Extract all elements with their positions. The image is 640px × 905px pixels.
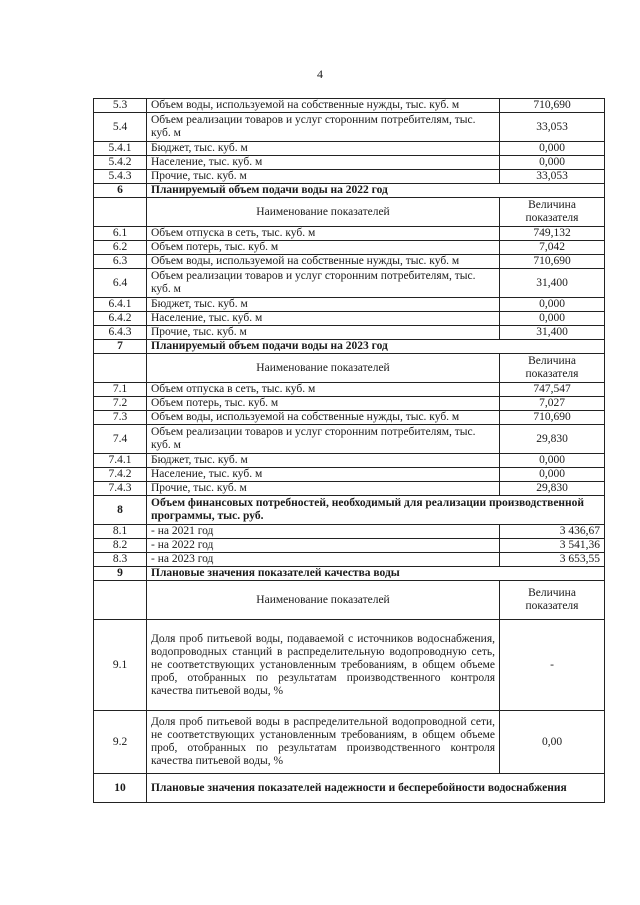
column-header-value: Величина показателя [500, 581, 605, 620]
indicator-name: Объем реализации товаров и услуг сторонним потребителям, тыс. куб. м [147, 269, 500, 298]
indicator-name: Бюджет, тыс. куб. м [147, 454, 500, 468]
indicator-value: 3 653,55 [500, 553, 605, 567]
table-row [94, 269, 605, 298]
indicator-name: Прочие, тыс. куб. м [147, 170, 500, 184]
empty-cell [94, 354, 147, 383]
row-number: 6.3 [94, 255, 147, 269]
table-row [94, 711, 605, 774]
indicator-name: Прочие, тыс. куб. м [147, 482, 500, 496]
row-number: 9.1 [94, 620, 147, 711]
indicator-name: Объем воды, используемой на собственные нужды, тыс. куб. м [147, 99, 500, 113]
section-title: Объем финансовых потребностей, необходимый для реализации производственной программы, тыс. руб. [147, 496, 605, 525]
section-number: 9 [94, 567, 147, 581]
section-heading-row [94, 184, 605, 198]
section-heading-row [94, 496, 605, 525]
column-header-row [94, 198, 605, 227]
indicator-name: Объем реализации товаров и услуг сторонним потребителям, тыс. куб. м [147, 425, 500, 454]
table-row [94, 170, 605, 184]
row-number: 6.4 [94, 269, 147, 298]
indicator-name: Объем потерь, тыс. куб. м [147, 241, 500, 255]
indicator-value: 3 541,36 [500, 539, 605, 553]
table-row [94, 454, 605, 468]
row-number: 7.1 [94, 383, 147, 397]
page-number: 4 [317, 67, 323, 81]
table-row [94, 99, 605, 113]
row-number: 6.4.1 [94, 298, 147, 312]
table-row [94, 397, 605, 411]
row-number: 7.4.1 [94, 454, 147, 468]
indicator-value: 710,690 [500, 255, 605, 269]
row-number: 7.2 [94, 397, 147, 411]
indicator-name: - на 2023 год [147, 553, 500, 567]
section-title: Плановые значения показателей качества воды [147, 567, 605, 581]
row-number: 8.3 [94, 553, 147, 567]
row-number: 6.4.2 [94, 312, 147, 326]
column-header-row [94, 354, 605, 383]
row-number: 8.1 [94, 525, 147, 539]
row-number: 6.4.3 [94, 326, 147, 340]
table-row [94, 425, 605, 454]
table-row [94, 312, 605, 326]
indicator-value: 7,027 [500, 397, 605, 411]
indicator-value: 31,400 [500, 326, 605, 340]
indicator-name: Объем воды, используемой на собственные нужды, тыс. куб. м [147, 255, 500, 269]
table-row [94, 482, 605, 496]
section-heading-row [94, 340, 605, 354]
indicator-name: Прочие, тыс. куб. м [147, 326, 500, 340]
indicator-value: 33,053 [500, 170, 605, 184]
section-number: 8 [94, 496, 147, 525]
row-number: 8.2 [94, 539, 147, 553]
indicator-name: Население, тыс. куб. м [147, 156, 500, 170]
row-number: 5.4.3 [94, 170, 147, 184]
indicators-table [93, 98, 605, 803]
indicator-value: 0,00 [500, 711, 605, 774]
table-row [94, 525, 605, 539]
indicator-value: 3 436,67 [500, 525, 605, 539]
indicator-name: Объем отпуска в сеть, тыс. куб. м [147, 227, 500, 241]
row-number: 7.4.2 [94, 468, 147, 482]
section-number: 10 [94, 774, 147, 803]
indicators-table-body [94, 99, 605, 803]
indicator-value: 0,000 [500, 468, 605, 482]
row-number: 5.4 [94, 113, 147, 142]
indicator-name: Бюджет, тыс. куб. м [147, 298, 500, 312]
row-number: 6.1 [94, 227, 147, 241]
indicator-name: Бюджет, тыс. куб. м [147, 142, 500, 156]
indicator-value: 31,400 [500, 269, 605, 298]
column-header-value: Величина показателя [500, 354, 605, 383]
section-title: Планируемый объем подачи воды на 2022 год [147, 184, 605, 198]
row-number: 5.3 [94, 99, 147, 113]
table-row [94, 298, 605, 312]
table-row [94, 539, 605, 553]
indicator-name: Доля проб питьевой воды в распределительной водопроводной сети, не соответствующих установленным требованиям, в общем объеме проб, отобранных по результатам производственного контроля качества питьевой воды, % [147, 711, 500, 774]
column-header-name: Наименование показателей [147, 198, 500, 227]
table-row [94, 227, 605, 241]
table-row [94, 620, 605, 711]
column-header-row [94, 581, 605, 620]
indicator-name: - на 2022 год [147, 539, 500, 553]
empty-cell [94, 198, 147, 227]
indicator-value: 0,000 [500, 312, 605, 326]
table-row [94, 383, 605, 397]
table-row [94, 326, 605, 340]
row-number: 6.2 [94, 241, 147, 255]
section-title: Планируемый объем подачи воды на 2023 год [147, 340, 605, 354]
indicator-name: Население, тыс. куб. м [147, 468, 500, 482]
table-row [94, 468, 605, 482]
indicator-name: Доля проб питьевой воды, подаваемой с источников водоснабжения, водопроводных станций в распределительную водопроводную сеть, не соответствующих установленным требованиям, в общем объеме проб, отобранных по результатам производственного контроля качества питьевой воды, % [147, 620, 500, 711]
table-row [94, 142, 605, 156]
indicator-value: 747,547 [500, 383, 605, 397]
indicator-value: 0,000 [500, 142, 605, 156]
indicator-name: Объем отпуска в сеть, тыс. куб. м [147, 383, 500, 397]
table-row [94, 241, 605, 255]
indicator-value: 710,690 [500, 99, 605, 113]
section-title: Плановые значения показателей надежности и бесперебойности водоснабжения [147, 774, 605, 803]
table-row [94, 411, 605, 425]
table-row [94, 113, 605, 142]
indicator-value: 0,000 [500, 156, 605, 170]
table-row [94, 553, 605, 567]
table-row [94, 255, 605, 269]
row-number: 7.4.3 [94, 482, 147, 496]
section-number: 6 [94, 184, 147, 198]
row-number: 9.2 [94, 711, 147, 774]
indicator-value: 33,053 [500, 113, 605, 142]
indicator-name: Объем воды, используемой на собственные нужды, тыс. куб. м [147, 411, 500, 425]
indicator-name: Объем реализации товаров и услуг сторонним потребителям, тыс. куб. м [147, 113, 500, 142]
column-header-name: Наименование показателей [147, 354, 500, 383]
column-header-value: Величина показателя [500, 198, 605, 227]
row-number: 7.3 [94, 411, 147, 425]
indicator-value: 710,690 [500, 411, 605, 425]
indicator-name: - на 2021 год [147, 525, 500, 539]
row-number: 5.4.1 [94, 142, 147, 156]
table-row [94, 156, 605, 170]
indicator-value: 29,830 [500, 482, 605, 496]
indicator-value: 7,042 [500, 241, 605, 255]
indicator-name: Объем потерь, тыс. куб. м [147, 397, 500, 411]
indicator-value: 0,000 [500, 298, 605, 312]
row-number: 5.4.2 [94, 156, 147, 170]
empty-cell [94, 581, 147, 620]
section-number: 7 [94, 340, 147, 354]
column-header-name: Наименование показателей [147, 581, 500, 620]
indicator-value: - [500, 620, 605, 711]
indicator-name: Население, тыс. куб. м [147, 312, 500, 326]
section-heading-row [94, 567, 605, 581]
section-heading-row [94, 774, 605, 803]
indicator-value: 749,132 [500, 227, 605, 241]
indicator-value: 29,830 [500, 425, 605, 454]
row-number: 7.4 [94, 425, 147, 454]
indicator-value: 0,000 [500, 454, 605, 468]
